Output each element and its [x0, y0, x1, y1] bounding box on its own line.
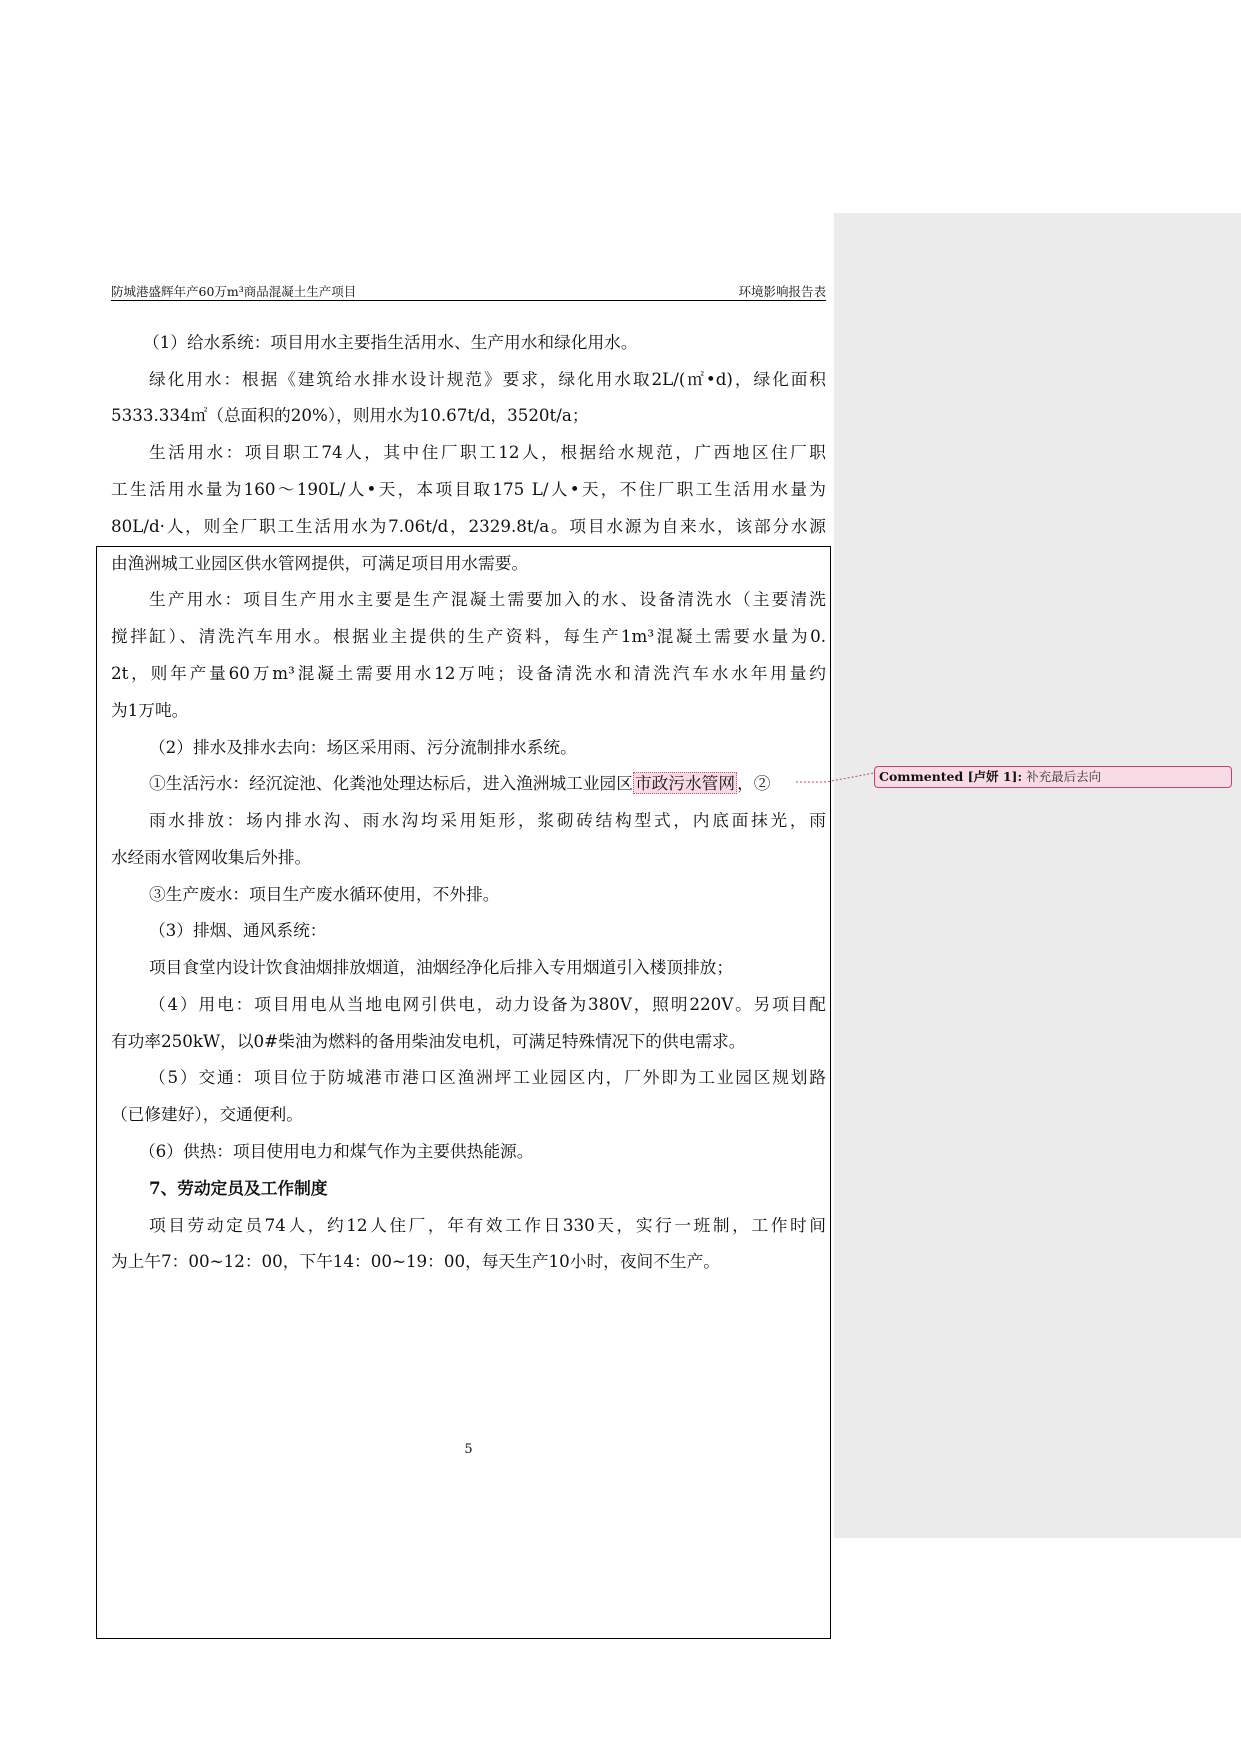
paragraph-production-water-cont3: 为1万吨。	[111, 700, 189, 720]
comment-highlight[interactable]: 市政污水管网	[634, 773, 736, 793]
paragraph-production-water-cont2: 2t，则年产量60万m³混凝土需要用水12万吨；设备清洗水和清洗汽车水水年用量约	[111, 663, 826, 683]
page-number: 5	[464, 1442, 473, 1457]
paragraph-drainage: （2）排水及排水去向：场区采用雨、污分流制排水系统。	[149, 737, 577, 757]
paragraph-kitchen-fume: 项目食堂内设计饮食油烟排放烟道，油烟经净化后排入专用烟道引入楼顶排放；	[149, 957, 734, 977]
paragraph-green-water: 绿化用水：根据《建筑给水排水设计规范》要求，绿化用水取2L/(㎡•d)，绿化面积	[149, 369, 826, 389]
paragraph-production-wastewater: ③生产废水：项目生产废水循环使用，不外排。	[149, 884, 500, 904]
paragraph-production-water-cont1: 搅拌缸）、清洗汽车用水。根据业主提供的生产资料，每生产1m³混凝土需要水量为0.	[111, 626, 826, 646]
paragraph-traffic-cont: （已修建好），交通便利。	[111, 1104, 303, 1124]
domestic-sewage-tail: ，②	[737, 773, 771, 793]
paragraph-heating: （6）供热：项目使用电力和煤气作为主要供热能源。	[139, 1141, 534, 1161]
paragraph-domestic-water-cont2: 80L/d·人，则全厂职工生活用水为7.06t/d，2329.8t/a。项目水源为自来水，该部分水源	[111, 516, 826, 536]
comment-balloon[interactable]	[874, 766, 1232, 788]
paragraph-staffing: 项目劳动定员74人，约12人住厂，年有效工作日330天，实行一班制，工作时间	[149, 1215, 826, 1235]
paragraph-domestic-water: 生活用水：项目职工74人，其中住厂职工12人，根据给水规范，广西地区住厂职	[149, 442, 826, 462]
paragraph-green-water-cont: 5333.334㎡（总面积的20%），则用水为10.67t/d，3520t/a；	[111, 405, 589, 425]
paragraph-water-supply: （1）给水系统：项目用水主要指生活用水、生产用水和绿化用水。	[143, 332, 638, 352]
paragraph-ventilation: （3）排烟、通风系统：	[149, 920, 327, 940]
domestic-sewage-text: ①生活污水：经沉淀池、化粪池处理达标后，进入渔洲城工业园区	[149, 773, 633, 793]
paragraph-staffing-cont: 为上午7：00~12：00，下午14：00~19：00，每天生产10小时，夜间不生产。	[111, 1251, 720, 1271]
paragraph-rainwater: 雨水排放：场内排水沟、雨水沟均采用矩形，浆砌砖结构型式，内底面抹光，雨	[149, 810, 826, 830]
paragraph-rainwater-cont: 水经雨水管网收集后外排。	[111, 847, 312, 867]
paragraph-production-water: 生产用水：项目生产用水主要是生产混凝土需要加入的水、设备清洗水（主要清洗	[149, 589, 826, 609]
header-report-type: 环境影响报告表	[738, 284, 826, 299]
paragraph-traffic: （5）交通：项目位于防城港市港口区渔洲坪工业园区内，厂外即为工业园区规划路	[149, 1067, 826, 1087]
paragraph-electricity: （4）用电：项目用电从当地电网引供电，动力设备为380V，照明220V。另项目配	[149, 994, 826, 1014]
paragraph-domestic-water-cont3: 由渔洲城工业园区供水管网提供，可满足项目用水需要。	[111, 553, 529, 573]
paragraph-electricity-cont: 有功率250kW，以0#柴油为燃料的备用柴油发电机，可满足特殊情况下的供电需求。	[111, 1031, 746, 1051]
section-heading-staffing: 7、劳动定员及工作制度	[149, 1178, 328, 1198]
paragraph-domestic-water-cont1: 工生活用水量为160～190L/人•天，本项目取175 L/人•天，不住厂职工生活用水量为	[111, 479, 826, 499]
comment-author: Commented [卢妍 1]:	[879, 769, 1023, 784]
comment-text: 补充最后去向	[1026, 769, 1102, 784]
header-project-title: 防城港盛辉年产60万m³商品混凝土生产项目	[111, 284, 357, 299]
